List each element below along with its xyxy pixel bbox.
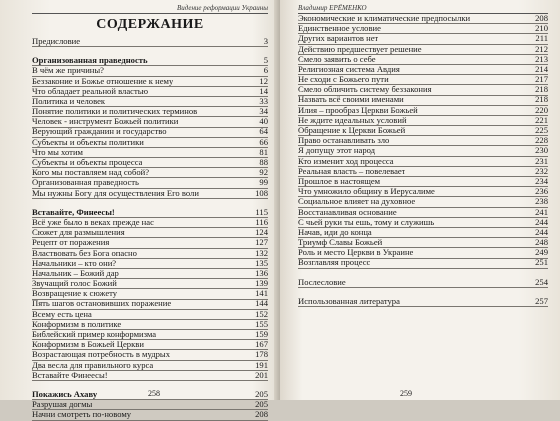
toc-entry-page: 244 [535, 226, 548, 237]
toc-entry-title: Предисловие [32, 36, 81, 46]
toc-entry-page: 66 [259, 136, 268, 147]
toc-entry-title: Не сходи с Божьего пути [298, 75, 389, 85]
toc-entry-page: 214 [535, 63, 548, 74]
toc-entry-page: 191 [255, 359, 268, 370]
toc-entry-page: 241 [535, 206, 548, 217]
toc-entry-title: Назвать всё своими именами [298, 95, 404, 105]
toc-entry [298, 24, 548, 34]
toc-entry [298, 96, 548, 106]
toc-entry-page: 127 [255, 237, 268, 248]
toc-entry-page: 33 [259, 95, 268, 106]
page-number-left: 258 [148, 389, 160, 398]
running-head-right: Владимир ЕРЁМЕНКО [298, 4, 548, 14]
toc-entry [298, 297, 548, 307]
toc-entry-page: 231 [535, 155, 548, 166]
toc-entry [32, 249, 268, 259]
toc-entry [32, 320, 268, 330]
toc-entry [298, 55, 548, 65]
page-title: СОДЕРЖАНИЕ [96, 17, 204, 32]
toc-entry [32, 269, 268, 279]
toc-section-gap [298, 269, 548, 278]
toc-entry [32, 330, 268, 340]
toc-entry-page: 81 [259, 146, 268, 157]
toc-entry-page: 139 [255, 278, 268, 289]
toc-entry [298, 157, 548, 167]
toc-entry [32, 107, 268, 117]
toc-entry-title: Субъекты и объекты процесса [32, 158, 143, 168]
toc-entry-page: 3 [263, 35, 268, 46]
toc-entry-title: Что обладает реальной властью [32, 86, 149, 96]
toc-entry [298, 106, 548, 116]
toc-entry [32, 300, 268, 310]
toc-entry-title: Конформизм в политике [32, 319, 122, 329]
toc-entry-title: Рецепт от поражения [32, 238, 110, 248]
toc-entry [32, 97, 268, 107]
toc-entry-title: Понятие политики и политических терминов [32, 107, 198, 117]
toc-entry [32, 400, 268, 410]
toc-section-gap [298, 288, 548, 297]
toc-entry-title: Человек - инструмент Божьей политики [32, 117, 179, 127]
toc-entry-title: Смело обличить систему беззакония [298, 85, 432, 95]
toc-entry-title: Организованная праведность [32, 178, 139, 188]
left-page [0, 0, 280, 420]
toc-entry-title: Послесловие [298, 277, 346, 287]
toc-entry-page: 178 [255, 349, 268, 360]
page-number-right: 259 [400, 389, 412, 398]
toc-entry-page: 232 [535, 165, 548, 176]
toc-entry-title: Мы нужны Богу для осуществления Его воли [32, 188, 199, 198]
toc-entry [32, 87, 268, 97]
toc-entry-title: Вставайте, Финеесы! [32, 207, 115, 217]
toc-entry [298, 259, 548, 269]
toc-entry [32, 138, 268, 148]
right-page [280, 0, 560, 400]
toc-entry-title: Я допущу этот народ [298, 146, 376, 156]
toc-entry-title: Библейский пример конформизма [32, 330, 157, 340]
toc-entry [32, 340, 268, 350]
toc-entry-page: 244 [535, 216, 548, 227]
toc-entry-page: 210 [535, 23, 548, 34]
toc-entry [32, 158, 268, 168]
toc-entry-title: Единственное условие [298, 24, 381, 34]
toc-entry-page: 208 [535, 12, 548, 23]
toc-entry [32, 77, 268, 87]
toc-entry-page: 217 [535, 74, 548, 85]
toc-entry-title: Что умножило общину в Иерусалиме [298, 187, 435, 197]
toc-entry-title: Возвращение к сюжету [32, 289, 118, 299]
toc-entry-page: 5 [263, 55, 268, 66]
toc-entry [298, 208, 548, 218]
toc-entry-page: 132 [255, 247, 268, 258]
toc-entry-page: 251 [535, 257, 548, 268]
toc-entry-title: Роль и место Церкви в Украине [298, 248, 414, 258]
toc-entry-title: Начав, иди до конца [298, 227, 372, 237]
running-head-left: Видение реформации Украины [32, 4, 268, 14]
toc-entry-title: Экономические и климатические предпосылки [298, 13, 471, 23]
toc-entry-title: Реальная власть – повелевает [298, 166, 406, 176]
toc-entry-title: Кто изменит ход процесса [298, 156, 394, 166]
toc-entry [298, 45, 548, 55]
toc-entry [298, 197, 548, 207]
toc-entry [298, 228, 548, 238]
toc-entry [32, 350, 268, 360]
toc-entry-title: Властвовать без Бога опасно [32, 248, 137, 258]
toc-entry-page: 34 [259, 106, 268, 117]
toc-entry-title: Религиозная система Авдия [298, 64, 400, 74]
toc-entry-title: Начальник – Божий дар [32, 268, 119, 278]
toc-entry-page: 228 [535, 135, 548, 146]
toc-list-left [32, 37, 268, 421]
toc-entry [32, 37, 268, 47]
toc-entry-page: 249 [535, 247, 548, 258]
toc-entry-page: 136 [255, 267, 268, 278]
toc-entry [298, 65, 548, 75]
toc-entry-title: Политика и человек [32, 96, 106, 106]
toc-entry [32, 148, 268, 158]
toc-entry [32, 238, 268, 248]
toc-list-right [298, 14, 548, 307]
toc-entry-page: 40 [259, 116, 268, 127]
toc-entry-page: 141 [255, 288, 268, 299]
toc-entry-title: Покажись Ахаву [32, 389, 98, 399]
toc-entry-page: 205 [255, 399, 268, 410]
toc-entry-title: С чьей руки ты ешь, тому и служишь [298, 217, 435, 227]
toc-entry-page: 144 [255, 298, 268, 309]
toc-entry-page: 14 [259, 85, 268, 96]
toc-entry [32, 279, 268, 289]
toc-entry-title: Действию предшествует решение [298, 44, 422, 54]
toc-entry-title: Обращение к Церкви Божьей [298, 126, 406, 136]
toc-entry [298, 75, 548, 85]
toc-entry-title: Начни смотреть по-новому [32, 410, 132, 420]
toc-entry-title: Пять шагов остановивших поражение [32, 299, 172, 309]
toc-entry-page: 211 [535, 33, 548, 44]
toc-entry-page: 152 [255, 308, 268, 319]
toc-entry-page: 218 [535, 84, 548, 95]
toc-entry-page: 116 [255, 216, 268, 227]
toc-entry-page: 212 [535, 43, 548, 54]
toc-entry [32, 410, 268, 420]
toc-entry-page: 167 [255, 339, 268, 350]
toc-entry-page: 221 [535, 114, 548, 125]
toc-section-gap [32, 47, 268, 56]
toc-entry-page: 208 [255, 409, 268, 420]
toc-entry-page: 201 [255, 369, 268, 380]
toc-entry-title: Субъекты и объекты политики [32, 137, 144, 147]
toc-entry-title: Социальное влияет на духовное [298, 197, 416, 207]
toc-entry-title: Кого мы поставляем над собой? [32, 168, 150, 178]
toc-entry-page: 213 [535, 53, 548, 64]
toc-entry [32, 259, 268, 269]
toc-entry-page: 99 [259, 177, 268, 188]
toc-entry-page: 234 [535, 175, 548, 186]
toc-entry [298, 187, 548, 197]
toc-entry-title: Восстанавливая основание [298, 207, 397, 217]
toc-entry [32, 310, 268, 320]
toc-entry-page: 220 [535, 104, 548, 115]
toc-entry [32, 168, 268, 178]
toc-entry-page: 108 [255, 187, 268, 198]
toc-entry [298, 248, 548, 258]
toc-entry-page: 88 [259, 157, 268, 168]
toc-entry [298, 177, 548, 187]
toc-entry-title: В чём же причины? [32, 66, 104, 76]
toc-entry-page: 238 [535, 196, 548, 207]
toc-entry-title: Два весла для правильного курса [32, 360, 154, 370]
toc-entry [298, 126, 548, 136]
toc-entry [298, 218, 548, 228]
toc-entry-page: 64 [259, 126, 268, 137]
toc-entry-title: Что мы хотим [32, 147, 83, 157]
toc-entry-title: Звучащий голос Божий [32, 279, 117, 289]
toc-entry-page: 155 [255, 318, 268, 329]
toc-entry-page: 218 [535, 94, 548, 105]
toc-entry-title: Организованная праведность [32, 56, 148, 66]
toc-entry [32, 189, 268, 199]
toc-entry-page: 115 [255, 206, 268, 217]
toc-section-gap [32, 199, 268, 208]
toc-entry-page: 6 [263, 65, 268, 76]
toc-entry [32, 218, 268, 228]
toc-entry-page: 236 [535, 186, 548, 197]
toc-entry-title: Возглавляя процесс [298, 258, 371, 268]
toc-entry-title: Триумф Славы Божьей [298, 238, 383, 248]
toc-entry-title: Всё уже было в веках прежде нас [32, 217, 154, 227]
toc-entry-page: 159 [255, 329, 268, 340]
toc-entry [32, 128, 268, 138]
toc-entry [32, 66, 268, 76]
toc-entry-title: Смело заявить о себе [298, 54, 376, 64]
toc-entry-title: Начальники – кто они? [32, 258, 117, 268]
toc-entry [298, 146, 548, 156]
toc-entry-page: 257 [535, 295, 548, 306]
toc-entry-page: 230 [535, 145, 548, 156]
toc-section-heading [32, 208, 268, 218]
toc-entry [32, 117, 268, 127]
toc-entry-title: Возрастающая потребность в мудрых [32, 350, 170, 360]
toc-entry [32, 178, 268, 188]
toc-entry-title: Прошлое в настоящем [298, 176, 381, 186]
toc-entry-title: Использованная литература [298, 296, 400, 306]
toc-entry [298, 14, 548, 24]
toc-entry [298, 85, 548, 95]
toc-section-heading [32, 56, 268, 66]
toc-entry-title: Всему есть цена [32, 309, 92, 319]
toc-entry-title: Вставайте Финеесы! [32, 370, 108, 380]
toc-entry-title: Разрушая догмы [32, 400, 93, 410]
toc-entry-page: 92 [259, 167, 268, 178]
toc-entry-title: Право останавливать зло [298, 136, 390, 146]
toc-entry-title: Сюжет для размышления [32, 228, 125, 238]
toc-entry [32, 228, 268, 238]
toc-entry-page: 124 [255, 227, 268, 238]
toc-entry-title: Других вариантов нет [298, 34, 379, 44]
toc-entry [298, 34, 548, 44]
toc-entry-page: 254 [535, 276, 548, 287]
toc-entry [298, 278, 548, 288]
toc-entry-page: 135 [255, 257, 268, 268]
toc-entry-title: Конформизм в Божьей Церкви [32, 340, 144, 350]
toc-entry [32, 371, 268, 381]
toc-entry-title: Илия – прообраз Церкви Божьей [298, 105, 418, 115]
toc-entry [298, 136, 548, 146]
toc-entry-page: 12 [259, 75, 268, 86]
toc-entry [32, 289, 268, 299]
toc-entry [32, 361, 268, 371]
toc-entry-title: Не ждите идеальных условий [298, 115, 407, 125]
toc-entry [298, 116, 548, 126]
toc-entry-title: Верующий гражданин и государство [32, 127, 167, 137]
toc-entry [298, 238, 548, 248]
toc-entry-title: Беззаконие и Божье отношение к нему [32, 76, 174, 86]
toc-entry-page: 225 [535, 125, 548, 136]
toc-entry [298, 167, 548, 177]
toc-entry-page: 205 [255, 388, 268, 399]
toc-entry-page: 248 [535, 237, 548, 248]
